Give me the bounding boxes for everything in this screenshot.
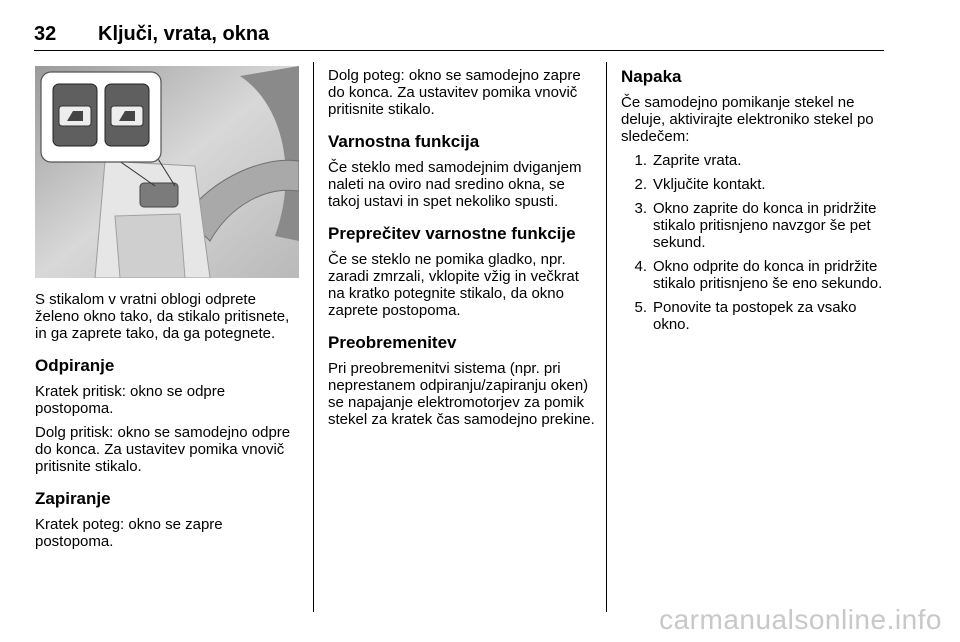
heading-odpiranje: Odpiranje [35,356,115,375]
step-text: Okno odprite do konca in pridržite stikalo pritisnjeno še eno sekundo. [653,258,883,292]
column-divider [313,62,314,612]
list-item [621,299,891,333]
page-number: 32 [34,23,57,45]
safety-text: Če steklo med samodejnim dviganjem naleti na oviro nad sredino okna, se takoj ustavi in spet nekoliko spusti. [328,159,582,210]
window-switch-icon [35,66,299,278]
close-short-text: Kratek poteg: okno se zapre postopoma. [35,516,223,550]
list-item [621,200,891,251]
watermark: carmanualsonline.info [659,604,942,635]
step-number: 5. [634,299,647,316]
override-text: Če se steklo ne pomika gladko, npr. zaradi zmrzali, vklopite vžig in večkrat na kratko potegnite stikalo, da okno zaprete postopoma. [328,251,579,319]
step-text: Vključite kontakt. [653,176,766,193]
column-3 [621,67,891,340]
fault-intro: Če samodejno pomikanje stekel ne deluje, aktivirajte elektroniko stekel po sledečem: [621,94,874,145]
step-text: Ponovite ta postopek za vsako okno. [653,299,857,333]
step-text: Zaprite vrata. [653,152,742,169]
list-item [621,258,891,292]
open-short-text: Kratek pritisk: okno se odpre postopoma. [35,383,226,417]
step-number: 4. [634,258,647,275]
column-2 [328,67,596,435]
step-text: Okno zaprite do konca in pridržite stikalo pritisnjeno navzgor še pet sekund. [653,200,877,251]
overload-text: Pri preobremenitvi sistema (npr. pri neprestanem odpiranju/zapiranju oken) se napajanje elektromotorjev za pomik stekel za kratek čas samodejno prekine. [328,360,595,428]
list-item [621,152,891,169]
column-1 [35,291,303,557]
list-item [621,176,891,193]
step-number: 2. [634,176,647,193]
heading-varnostna-funkcija: Varnostna funkcija [328,132,480,151]
steps-list [621,152,891,333]
heading-napaka: Napaka [621,67,682,86]
chapter-title: Ključi, vrata, okna [98,23,270,45]
intro-text: S stikalom v vratni oblogi odprete želeno okno tako, da stikalo pritisnete, in ga zaprete tako, da ga potegnete. [35,291,290,342]
close-long-text: Dolg poteg: okno se samodejno zapre do konca. Za ustavitev pomika vnovič pritisnite stikalo. [328,67,581,118]
step-number: 1. [634,152,647,169]
step-number: 3. [634,200,647,217]
column-divider [606,62,607,612]
window-switch-illustration [35,66,299,278]
page-header [34,20,884,51]
open-long-text: Dolg pritisk: okno se samodejno odpre do konca. Za ustavitev pomika vnovič pritisnite stikalo. [35,424,291,475]
heading-preobremenitev: Preobremenitev [328,333,457,352]
heading-preprecitev: Preprečitev varnostne funkcije [328,224,576,243]
heading-zapiranje: Zapiranje [35,489,111,508]
